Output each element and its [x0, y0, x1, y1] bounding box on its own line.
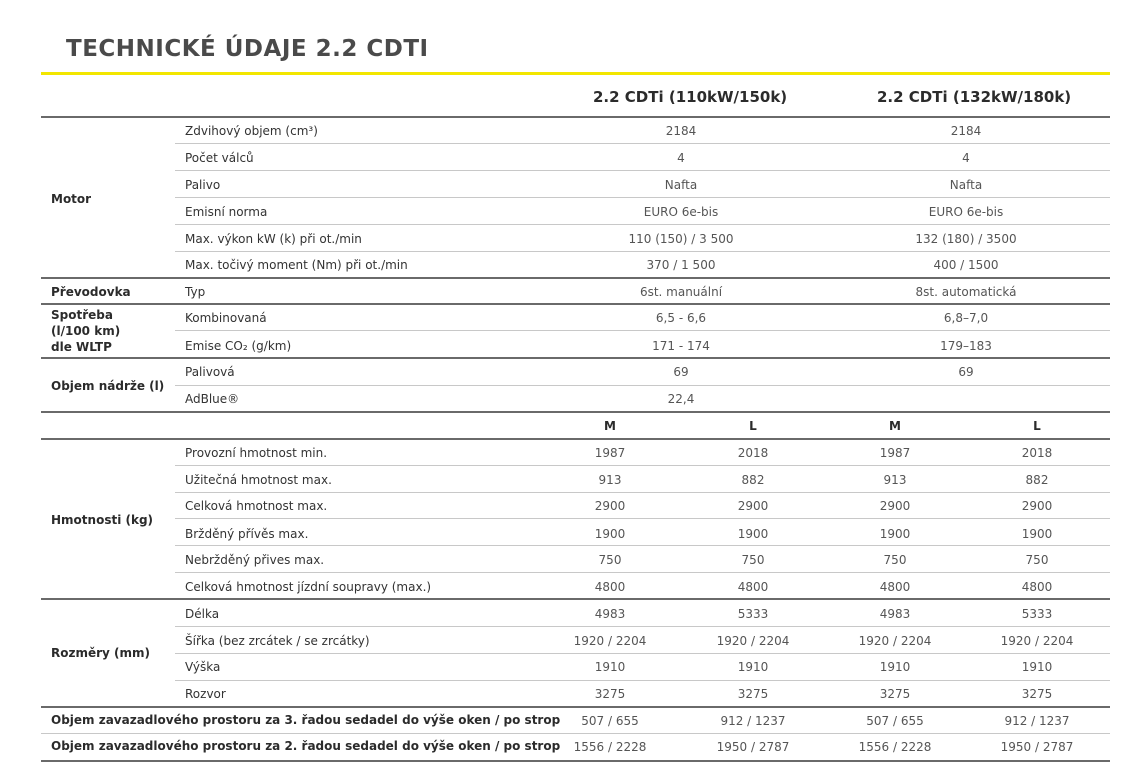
spec-row-value-110kw: 110 (150) / 3 500: [628, 232, 734, 246]
page-title: TECHNICKÉ ÚDAJE 2.2 CDTI: [66, 36, 429, 62]
spec-row-value: 750: [1025, 553, 1049, 567]
spec-row-value: 1920 / 2204: [573, 634, 647, 648]
spec-row-label: Bržděný přívěs max.: [185, 527, 309, 541]
spec-row-value: 750: [598, 553, 622, 567]
wide-row-value: 507 / 655: [866, 714, 924, 728]
group-divider: [41, 357, 1110, 359]
spec-row-value: 1920 / 2204: [1000, 634, 1074, 648]
row-divider: [175, 197, 1110, 198]
group-spotreba-line2: (l/100 km): [51, 324, 121, 338]
spec-row-value: 4983: [594, 607, 626, 621]
spec-row-value: 3275: [737, 687, 769, 701]
spec-row-value: 1910: [879, 660, 911, 674]
row-divider: [175, 572, 1110, 573]
spec-row-label: Užitečná hmotnost max.: [185, 473, 332, 487]
spec-row-label: Emise CO₂ (g/km): [185, 339, 292, 353]
group-nadrz: Objem nádrže (l): [51, 379, 165, 393]
spec-row-value-132kw: 4: [962, 151, 970, 165]
spec-row-value-132kw: 69: [958, 365, 974, 379]
size-header: M: [889, 419, 901, 433]
row-divider: [175, 170, 1110, 171]
spec-row-value-110kw: 2184: [665, 124, 697, 138]
header-divider: [41, 116, 1110, 118]
spec-row-value: 1910: [594, 660, 626, 674]
row-divider: [175, 465, 1110, 466]
spec-row-label: Max. točivý moment (Nm) při ot./min: [185, 258, 408, 272]
size-header: L: [749, 419, 757, 433]
spec-row-value: 882: [741, 473, 765, 487]
spec-row-value-110kw: 171 - 174: [652, 339, 710, 353]
spec-row-value: 2018: [1021, 446, 1053, 460]
spec-row-label: Palivo: [185, 178, 221, 192]
spec-row-label: Rozvor: [185, 687, 226, 701]
spec-row-value-110kw: EURO 6e-bis: [643, 205, 719, 219]
group-spotreba-line1: Spotřeba: [51, 308, 113, 322]
spec-row-value: 1910: [737, 660, 769, 674]
wide-row-value: 912 / 1237: [1004, 714, 1070, 728]
spec-row-value: 1900: [737, 527, 769, 541]
spec-row-value-132kw: 400 / 1500: [933, 258, 999, 272]
spec-row-value: 1920 / 2204: [716, 634, 790, 648]
column-header-132kw: 2.2 CDTi (132kW/180k): [877, 88, 1072, 106]
wide-row-value: 1556 / 2228: [858, 740, 932, 754]
spec-row-value: 2900: [737, 499, 769, 513]
row-divider: [175, 224, 1110, 225]
spec-row-label: Celková hmotnost jízdní soupravy (max.): [185, 580, 432, 594]
spec-row-value-110kw: 4: [677, 151, 685, 165]
row-divider: [175, 545, 1110, 546]
spec-row-value-132kw: 6,8–7,0: [943, 311, 989, 325]
spec-row-value: 5333: [1021, 607, 1053, 621]
spec-row-value: 4800: [737, 580, 769, 594]
group-divider: [41, 277, 1110, 279]
spec-row-value: 750: [883, 553, 907, 567]
wide-row-label: Objem zavazadlového prostoru za 3. řadou sedadel do výše oken / po strop: [51, 713, 561, 727]
group-motor: Motor: [51, 192, 92, 206]
wide-row-value: 507 / 655: [581, 714, 639, 728]
group-prevodovka: Převodovka: [51, 285, 131, 299]
spec-row-value: 3275: [1021, 687, 1053, 701]
row-divider: [175, 385, 1110, 386]
row-divider: [175, 653, 1110, 654]
spec-row-value: 3275: [879, 687, 911, 701]
spec-row-label: Zdvihový objem (cm³): [185, 124, 318, 138]
spec-row-value-110kw: 6st. manuální: [639, 285, 723, 299]
size-header-divider: [41, 438, 1110, 440]
spec-row-label: Nebržděný přives max.: [185, 553, 325, 567]
column-header-110kw: 2.2 CDTi (110kW/150k): [593, 88, 788, 106]
spec-row-label: Max. výkon kW (k) při ot./min: [185, 232, 362, 246]
size-header: L: [1033, 419, 1041, 433]
spec-row-label: AdBlue®: [185, 392, 240, 406]
spec-row-value: 913: [598, 473, 622, 487]
spec-row-value-110kw: 69: [673, 365, 689, 379]
spec-row-value-132kw: 179–183: [940, 339, 992, 353]
wide-row-label: Objem zavazadlového prostoru za 2. řadou sedadel do výše oken / po strop: [51, 739, 561, 753]
spec-row-value-132kw: 8st. automatická: [915, 285, 1017, 299]
group-divider: [41, 598, 1110, 600]
title-underline: [41, 72, 1110, 75]
size-header: M: [604, 419, 616, 433]
spec-row-label: Délka: [185, 607, 220, 621]
spec-row-value: 5333: [737, 607, 769, 621]
wide-row-value: 1950 / 2787: [716, 740, 790, 754]
spec-row-label: Kombinovaná: [185, 311, 267, 325]
row-divider: [175, 626, 1110, 627]
wide-row-value: 912 / 1237: [720, 714, 786, 728]
row-divider: [175, 251, 1110, 252]
spec-row-value-132kw: EURO 6e-bis: [928, 205, 1004, 219]
spec-row-value: 1900: [1021, 527, 1053, 541]
spec-row-value: 913: [883, 473, 907, 487]
spec-row-value: 4983: [879, 607, 911, 621]
group-divider: [41, 303, 1110, 305]
row-divider: [175, 492, 1110, 493]
spec-row-label: Typ: [185, 285, 206, 299]
spec-row-value-132kw: Nafta: [949, 178, 983, 192]
wide-row-value: 1556 / 2228: [573, 740, 647, 754]
spec-row-label: Celková hmotnost max.: [185, 499, 328, 513]
spec-row-value: 4800: [879, 580, 911, 594]
spec-row-label: Výška: [185, 660, 221, 674]
spec-row-value: 1900: [879, 527, 911, 541]
table-bottom-border: [41, 760, 1110, 762]
spec-row-value: 1987: [594, 446, 626, 460]
spec-row-value-110kw: 370 / 1 500: [646, 258, 716, 272]
spec-row-value-110kw: 6,5 - 6,6: [655, 311, 707, 325]
row-divider: [175, 143, 1110, 144]
spec-row-value-132kw: 132 (180) / 3500: [915, 232, 1017, 246]
spec-row-value: 1987: [879, 446, 911, 460]
spec-row-value: 2900: [594, 499, 626, 513]
spec-row-label: Počet válců: [185, 151, 254, 165]
spec-row-value: 2900: [879, 499, 911, 513]
spec-row-label: Emisní norma: [185, 205, 268, 219]
spec-row-value: 4800: [1021, 580, 1053, 594]
spec-row-label: Palivová: [185, 365, 235, 379]
row-divider: [175, 518, 1110, 519]
group-spotreba: [51, 307, 120, 355]
spec-row-value-110kw: Nafta: [664, 178, 698, 192]
row-divider: [175, 330, 1110, 331]
spec-row-label: Provozní hmotnost min.: [185, 446, 328, 460]
group-rozmery: Rozměry (mm): [51, 646, 151, 660]
row-divider: [41, 733, 1110, 734]
spec-row-value: 1920 / 2204: [858, 634, 932, 648]
spec-row-value: 1910: [1021, 660, 1053, 674]
spec-row-value-110kw: 22,4: [667, 392, 695, 406]
spec-row-value-132kw: 2184: [950, 124, 982, 138]
spec-row-value: 882: [1025, 473, 1049, 487]
spec-row-label: Šířka (bez zrcátek / se zrcátky): [185, 634, 370, 648]
spec-row-value: 4800: [594, 580, 626, 594]
group-hmotnosti: Hmotnosti (kg): [51, 513, 154, 527]
wide-row-value: 1950 / 2787: [1000, 740, 1074, 754]
row-divider: [175, 680, 1110, 681]
group-spotreba-line3: dle WLTP: [51, 340, 112, 354]
spec-row-value: 3275: [594, 687, 626, 701]
group-divider: [41, 411, 1110, 413]
group-divider: [41, 706, 1110, 708]
spec-row-value: 2018: [737, 446, 769, 460]
spec-row-value: 2900: [1021, 499, 1053, 513]
spec-row-value: 750: [741, 553, 765, 567]
spec-row-value: 1900: [594, 527, 626, 541]
